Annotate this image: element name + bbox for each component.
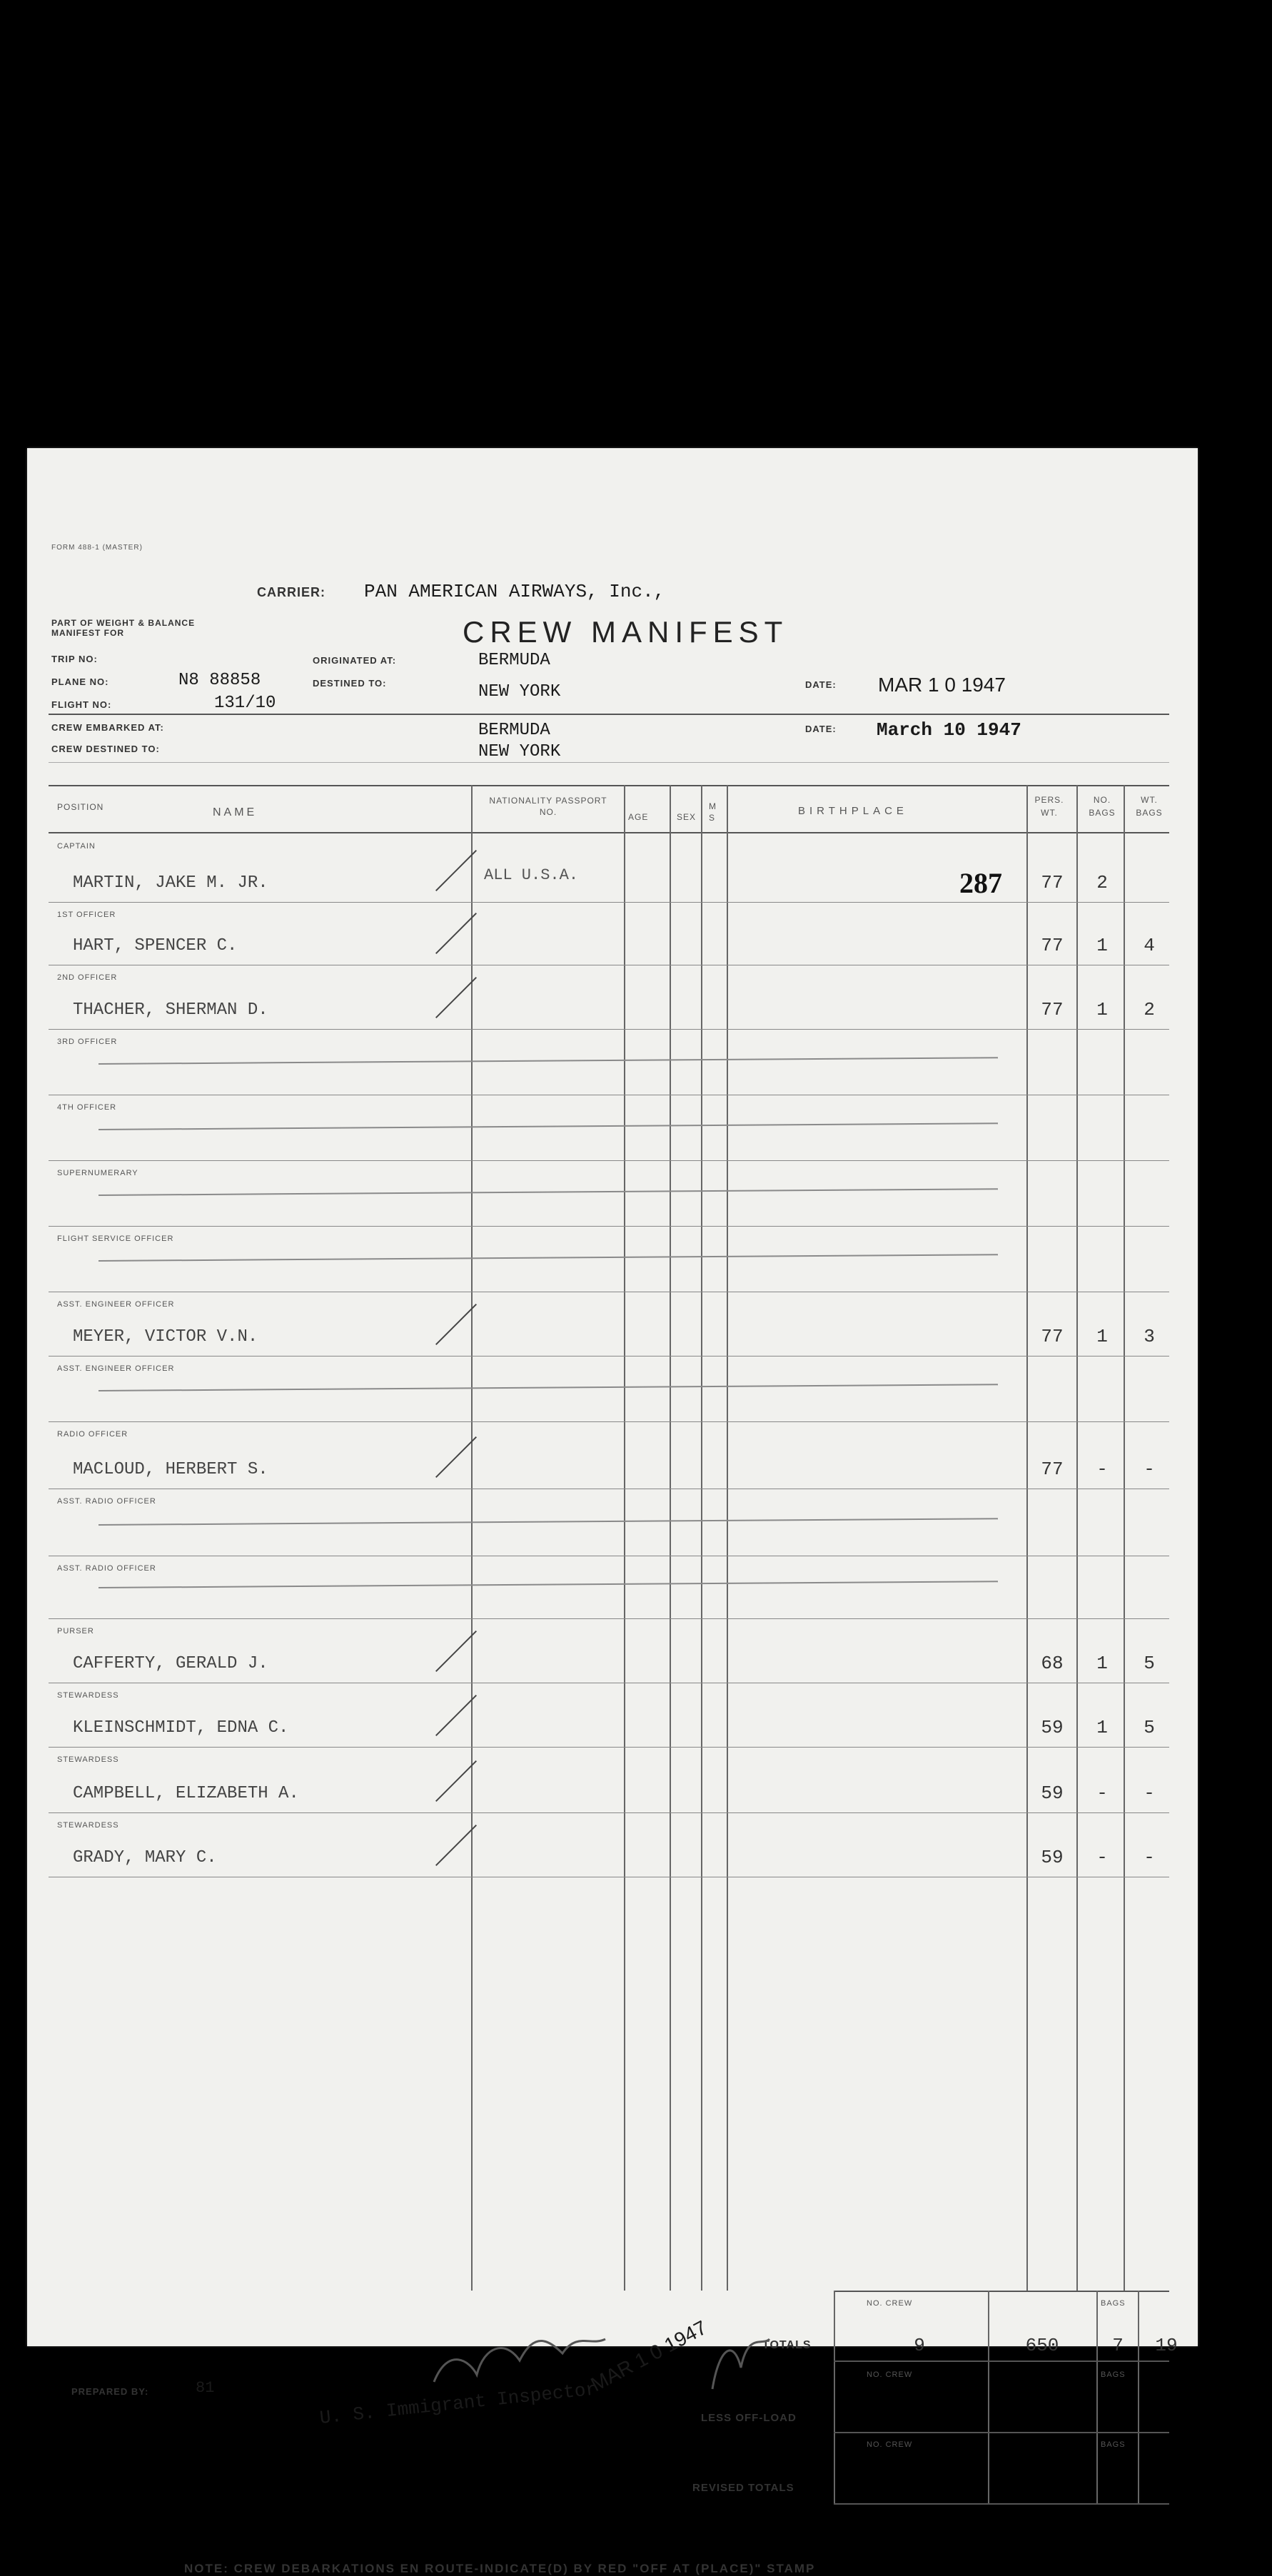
col-no-bags: NO. BAGS — [1089, 795, 1116, 818]
position-label: ASST. RADIO OFFICER — [57, 1564, 156, 1573]
total-wt-bags: 19 — [1155, 2335, 1178, 2356]
position-label: STEWARDESS — [57, 1821, 119, 1830]
position-label: FLIGHT SERVICE OFFICER — [57, 1234, 174, 1243]
bags-label-2: BAGS — [1101, 2370, 1126, 2379]
cell-pers-wt: 59 — [1041, 1847, 1064, 1868]
crew-destined-value: NEW YORK — [478, 742, 561, 761]
crew-destined-label: CREW DESTINED TO: — [51, 744, 160, 754]
nationality-all: ALL U.S.A. — [484, 866, 579, 884]
totals-label: TOTALS — [762, 2339, 812, 2351]
flight-no-label: FLIGHT NO: — [51, 699, 112, 710]
total-bags: 7 — [1112, 2335, 1124, 2356]
date-value: MAR 1 0 1947 — [878, 674, 1006, 696]
bags-label-3: BAGS — [1101, 2440, 1126, 2449]
crew-name: CAMPBELL, ELIZABETH A. — [73, 1784, 299, 1803]
cell-wt-bags: 5 — [1144, 1653, 1155, 1674]
cell-no-bags: 1 — [1096, 999, 1108, 1020]
part-of-label: PART OF WEIGHT & BALANCE MANIFEST FOR — [51, 618, 196, 638]
cell-pers-wt: 68 — [1041, 1653, 1064, 1674]
strike-line — [99, 1122, 998, 1130]
strike-line — [99, 1254, 998, 1262]
originated-label: ORIGINATED AT: — [313, 655, 397, 666]
cell-wt-bags: 5 — [1144, 1717, 1155, 1738]
crew-name: MACLOUD, HERBERT S. — [73, 1460, 268, 1479]
crew-name: GRADY, MARY C. — [73, 1848, 217, 1867]
date-label: DATE: — [805, 679, 837, 690]
col-pers-wt: PERS. WT. — [1034, 795, 1064, 818]
date2-value: March 10 1947 — [877, 719, 1021, 741]
manifest-sheet — [27, 448, 1198, 2575]
crew-name: CAFFERTY, GERALD J. — [73, 1654, 268, 1673]
destined-label: DESTINED TO: — [313, 678, 387, 689]
cell-pers-wt: 77 — [1041, 999, 1064, 1020]
position-label: CAPTAIN — [57, 842, 96, 851]
carrier-value: PAN AMERICAN AIRWAYS, Inc., — [364, 581, 665, 602]
col-position: POSITION — [57, 802, 104, 812]
date-stamp: MAR 1 0 1947 — [587, 2316, 711, 2396]
position-label: PURSER — [57, 1627, 94, 1636]
cell-pers-wt: 59 — [1041, 1717, 1064, 1738]
cell-wt-bags: - — [1144, 1847, 1155, 1868]
prepared-by-label: PREPARED BY: — [71, 2386, 149, 2397]
trip-no-label: TRIP NO: — [51, 654, 98, 664]
crew-name: MEYER, VICTOR V.N. — [73, 1327, 258, 1347]
cell-no-bags: - — [1096, 1783, 1108, 1804]
crew-name: KLEINSCHMIDT, EDNA C. — [73, 1718, 289, 1738]
crew-name: MARTIN, JAKE M. JR. — [73, 873, 268, 893]
position-label: 1ST OFFICER — [57, 911, 116, 919]
col-wt-bags: WT. BAGS — [1136, 795, 1163, 818]
cell-no-bags: 1 — [1096, 1326, 1108, 1347]
crew-embarked-value: BERMUDA — [478, 721, 550, 740]
total-no-crew: 9 — [914, 2335, 925, 2356]
crew-name: THACHER, SHERMAN D. — [73, 1000, 268, 1020]
no-crew-label-2: NO. CREW — [867, 2370, 913, 2379]
cell-wt-bags: - — [1144, 1459, 1155, 1480]
col-sex: SEX — [677, 812, 697, 822]
col-age: AGE — [628, 812, 649, 822]
position-label: STEWARDESS — [57, 1691, 119, 1700]
col-ms: M S — [709, 801, 717, 823]
plane-no-value: N8 88858 — [178, 671, 261, 690]
cell-pers-wt: 77 — [1041, 1326, 1064, 1347]
col-birthplace: BIRTHPLACE — [798, 805, 908, 817]
position-label: ASST. ENGINEER OFFICER — [57, 1300, 175, 1309]
cell-wt-bags: 3 — [1144, 1326, 1155, 1347]
carrier-label: CARRIER: — [257, 585, 325, 599]
cell-no-bags: 1 — [1096, 1717, 1108, 1738]
cell-pers-wt: 77 — [1041, 935, 1064, 956]
no-crew-label-3: NO. CREW — [867, 2440, 913, 2449]
flight-no-value: 131/10 — [214, 694, 276, 713]
originated-value: BERMUDA — [478, 651, 550, 670]
position-label: 2ND OFFICER — [57, 973, 118, 982]
col-name: NAME — [213, 806, 258, 818]
cell-no-bags: 1 — [1096, 1653, 1108, 1674]
cell-no-bags: 2 — [1096, 872, 1108, 893]
position-label: 3RD OFFICER — [57, 1038, 118, 1046]
bags-label-1: BAGS — [1101, 2299, 1126, 2308]
position-label: ASST. ENGINEER OFFICER — [57, 1364, 175, 1373]
position-label: ASST. RADIO OFFICER — [57, 1497, 156, 1506]
date2-label: DATE: — [805, 724, 837, 734]
inspector-signature — [427, 2318, 798, 2403]
position-label: RADIO OFFICER — [57, 1430, 128, 1439]
revised-totals-label: REVISED TOTALS — [692, 2482, 794, 2494]
inspector-stamp: U. S. Immigrant Inspector — [318, 2378, 598, 2429]
less-offload-label: LESS OFF-LOAD — [701, 2412, 797, 2424]
strike-line — [99, 1057, 998, 1065]
total-weight: 650 — [1025, 2335, 1059, 2356]
cell-pers-wt: 59 — [1041, 1783, 1064, 1804]
position-label: 4TH OFFICER — [57, 1103, 117, 1112]
col-nationality: NATIONALITY PASSPORT NO. — [489, 796, 607, 817]
form-number: FORM 488-1 (MASTER) — [51, 544, 143, 552]
strike-line — [99, 1188, 998, 1196]
footer-note: NOTE: CREW DEBARKATIONS EN ROUTE-INDICATE(D) BY RED "OFF AT (PLACE)" STAMP — [184, 2562, 816, 2575]
cell-wt-bags: 4 — [1144, 935, 1155, 956]
crew-name: HART, SPENCER C. — [73, 936, 238, 955]
prepared-by-value: 81 — [196, 2379, 215, 2397]
cell-no-bags: 1 — [1096, 935, 1108, 956]
strike-line — [99, 1518, 998, 1526]
cell-pers-wt: 77 — [1041, 872, 1064, 893]
cell-wt-bags: - — [1144, 1783, 1155, 1804]
position-label: SUPERNUMERARY — [57, 1169, 138, 1177]
cell-wt-bags: 2 — [1144, 999, 1155, 1020]
position-label: STEWARDESS — [57, 1755, 119, 1764]
handwritten-number: 287 — [959, 867, 1002, 899]
cell-pers-wt: 77 — [1041, 1459, 1064, 1480]
plane-no-label: PLANE NO: — [51, 676, 109, 687]
cell-no-bags: - — [1096, 1459, 1108, 1480]
cell-no-bags: - — [1096, 1847, 1108, 1868]
strike-line — [99, 1581, 998, 1588]
crew-embarked-label: CREW EMBARKED AT: — [51, 722, 164, 733]
page-title: CREW MANIFEST — [463, 615, 789, 649]
destined-value: NEW YORK — [478, 682, 561, 701]
no-crew-label-1: NO. CREW — [867, 2299, 913, 2308]
strike-line — [99, 1384, 998, 1391]
